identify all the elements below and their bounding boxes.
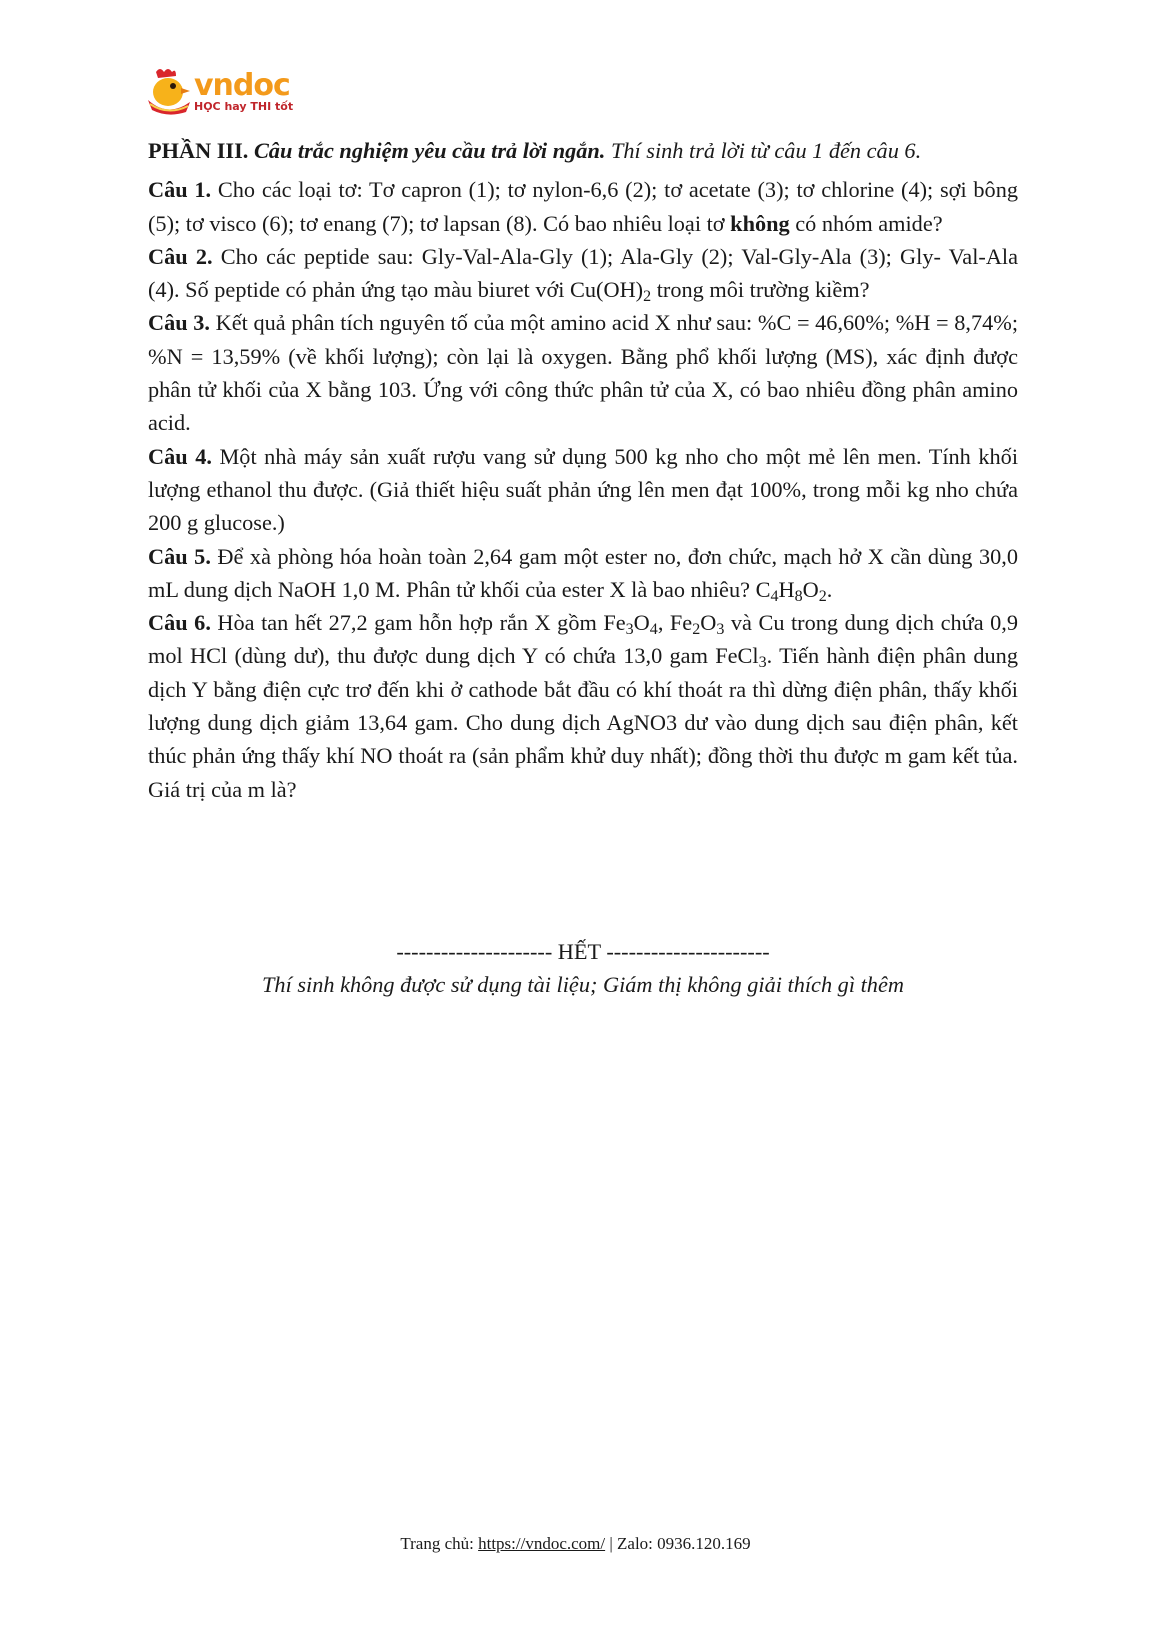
exam-note: Thí sinh không được sử dụng tài liệu; Giám thị không giải thích gì thêm [262,972,904,997]
rooster-mascot-icon [146,66,192,116]
question-6 [148,606,1018,806]
question-label: Câu 4. [148,443,212,469]
exam-ending [148,935,1018,1001]
question-text: Cho các peptide sau: Gly-Val-Ala-Gly (1); Ala-Gly (2); Val-Gly-Ala (3); Gly- Val-Ala (4). Số peptide có phản ứng tạo màu biuret với Cu(OH) [148,243,1019,303]
footer-zalo: Zalo: 0936.120.169 [617,1534,751,1553]
question-text: có nhóm amide? [795,210,943,236]
section-number: PHẦN III. [148,138,249,163]
question-text: trong môi trường kiềm? [656,277,870,303]
question-1 [148,173,1018,240]
exam-content [148,134,1018,806]
footer-home-link[interactable]: https://vndoc.com/ [478,1534,606,1553]
question-text: Một nhà máy sản xuất rượu vang sử dụng 500 kg nho cho một mẻ lên men. Tính khối lượng ethanol thu được. (Giả thiết hiệu suất phản ứng lên men đạt 100%, trong mỗi kg nho chứa 200 g glucose.) [148,443,1019,536]
logo-slogan: HỌC hay THI tốt [194,100,294,113]
question-2 [148,240,1018,307]
question-label: Câu 6. [148,610,211,636]
question-text: Để xà phòng hóa hoàn toàn 2,64 gam một ester no, đơn chức, mạch hở X cần dùng 30,0 mL dung dịch NaOH 1,0 M. Phân tử khối của ester X là bao nhiêu? [148,543,1018,602]
question-label: Câu 2. [148,243,213,269]
footer-separator: | [609,1534,613,1553]
question-5 [148,540,1018,607]
question-4 [148,440,1018,540]
question-text: Hòa tan hết 27,2 gam hỗn hợp rắn X gồm $Fe_3O_4$, $Fe_2O_3$ và Cu trong dung dịch chứa 0,9 mol HCl (dùng dư), thu được dung dịch Y có chứa 13,0 gam FeCl$_3$. Tiến hành điện phân dung dịch Y bằng điện cực trơ đến khi ở cathode bắt đầu có khí thoát ra thì dừng điện phân, thấy khối lượng dung dịch giảm 13,64 gam. Cho dung dịch AgNO3 dư vào dung dịch sau điện phân, kết thúc phản ứng thấy khí NO thoát ra (sản phẩm khử duy nhất); đồng thời thu được m gam kết tủa. Giá trị của m là? [148,610,1018,802]
question-text: Kết quả phân tích nguyên tố của một amino acid X như sau: %C = 46,60%; %H = 8,74%; %N = 13,59% (về khối lượng); còn lại là oxygen. Bằng phổ khối lượng (MS), xác định được phân tử khối của X bằng 103. Ứng với công thức phân tử của X, có bao nhiêu đồng phân amino acid. [148,310,1019,436]
logo-text: vndoc [194,68,290,103]
section-heading [148,134,1018,167]
question-emphasis: không [730,210,790,236]
question-text: Cho các loại tơ: Tơ capron (1); tơ nylon-6,6 (2); tơ acetate (3); tơ chlorine (4); sợi bông (5); tơ visco (6); tơ enang (7); tơ lapsan (8). Có bao nhiêu loại tơ [148,177,1018,236]
section-title: Câu trắc nghiệm yêu cầu trả lời ngắn. [253,138,606,163]
section-instruction: Thí sinh trả lời từ câu 1 đến câu 6. [610,138,922,163]
question-label: Câu 5. [148,543,211,569]
end-line: --------------------- HẾT ---------------------- [396,939,770,964]
question-3 [148,306,1018,439]
vndoc-logo[interactable] [146,66,296,118]
footer-home-label: Trang chủ: [400,1534,474,1553]
question-label: Câu 1. [148,177,212,203]
page-footer [0,1534,1151,1554]
question-label: Câu 3. [148,310,211,336]
subscript: 2 [643,288,652,306]
chemical-formula: $C_4H_8O_2$. [755,576,833,605]
